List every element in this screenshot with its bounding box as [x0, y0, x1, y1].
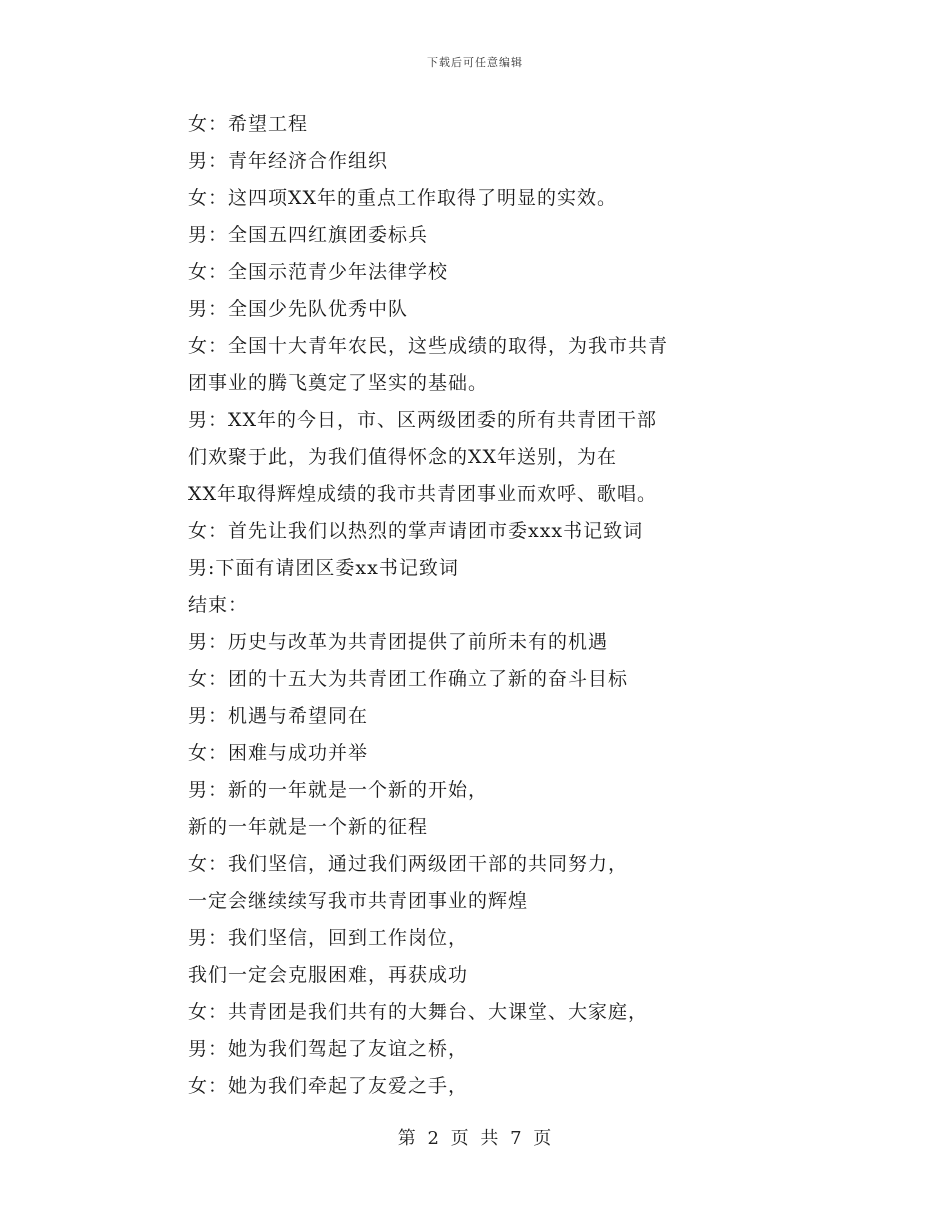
text-line: 女：全国示范青少年法律学校 — [188, 261, 449, 283]
text-line: 女：希望工程 — [188, 113, 309, 135]
text-line: 女：全国十大青年农民，这些成绩的取得，为我市共青 — [188, 335, 669, 357]
page-footer: 第 2 页 共 7 页 — [397, 1128, 553, 1149]
text-line: 女：这四项XX年的重点工作取得了明显的实效。 — [188, 187, 618, 209]
text-line: 男：青年经济合作组织 — [188, 150, 389, 172]
text-line: 女：困难与成功并举 — [188, 742, 369, 764]
text-line: 男：全国少先队优秀中队 — [188, 298, 409, 320]
text-line: 女：团的十五大为共青团工作确立了新的奋斗目标 — [188, 668, 629, 690]
page-header: 下载后可任意编辑 — [427, 56, 523, 69]
text-line: 男：我们坚信，回到工作岗位， — [188, 927, 469, 949]
text-line: 女：她为我们牵起了友爱之手， — [188, 1075, 469, 1097]
text-line: 们欢聚于此，为我们值得怀念的XX年送别，为在 — [188, 446, 618, 468]
text-line: 男：新的一年就是一个新的开始， — [188, 779, 489, 801]
text-line: 团事业的腾飞奠定了坚实的基础。 — [188, 372, 489, 394]
text-line: 女：首先让我们以热烈的掌声请团市委xxx书记致词 — [188, 520, 644, 542]
text-line: 一定会继续续写我市共青团事业的辉煌 — [188, 890, 529, 912]
text-line: 男：XX年的今日，市、区两级团委的所有共青团干部 — [188, 409, 658, 431]
text-line: 男：历史与改革为共青团提供了前所未有的机遇 — [188, 631, 609, 653]
text-line: XX年取得辉煌成绩的我市共青团事业而欢呼、歌唱。 — [188, 483, 658, 505]
text-line: 女：我们坚信，通过我们两级团干部的共同努力， — [188, 853, 629, 875]
text-line: 我们一定会克服困难，再获成功 — [188, 964, 469, 986]
section-heading: 结束： — [188, 594, 249, 616]
text-line: 男：机遇与希望同在 — [188, 705, 369, 727]
text-line: 女：共青团是我们共有的大舞台、大课堂、大家庭， — [188, 1001, 649, 1023]
text-line: 男:下面有请团区委xx书记致词 — [188, 557, 459, 579]
text-line: 新的一年就是一个新的征程 — [188, 816, 429, 838]
text-line: 男：全国五四红旗团委标兵 — [188, 224, 429, 246]
text-line: 男：她为我们驾起了友谊之桥， — [188, 1038, 469, 1060]
body-text — [188, 106, 748, 1105]
